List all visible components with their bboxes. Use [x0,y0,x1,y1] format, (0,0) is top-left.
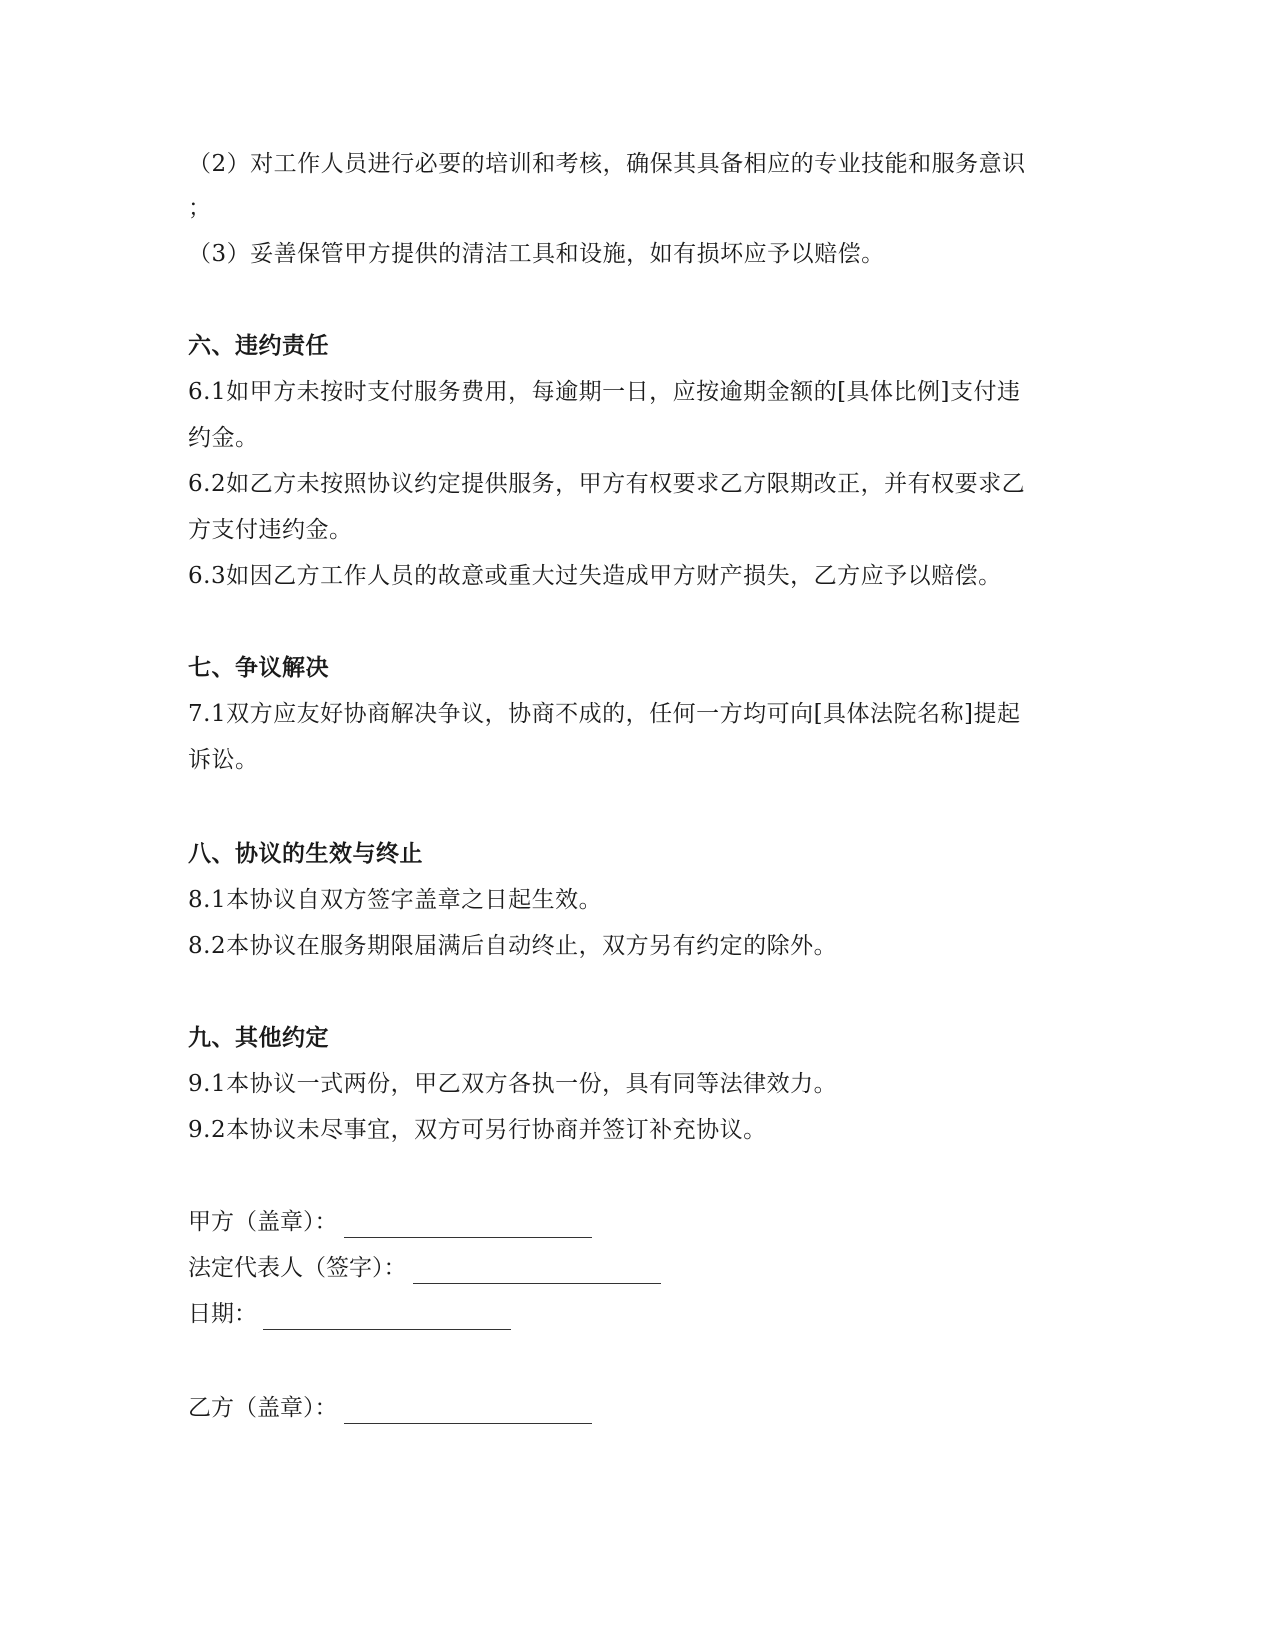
clause-9-2: 9.2本协议未尽事宜，双方可另行协商并签订补充协议。 [188,1117,767,1143]
clause-8-1: 8.1本协议自双方签字盖章之日起生效。 [188,887,603,913]
section-9-heading: 九、其他约定 [188,1025,329,1051]
clause-9-1: 9.1本协议一式两份，甲乙双方各执一份，具有同等法律效力。 [188,1071,838,1097]
legal-rep-label: 法定代表人（签字）： [188,1255,407,1281]
clause-8-2: 8.2本协议在服务期限届满后自动终止，双方另有约定的除外。 [188,933,838,959]
clause-6-2-line-1: 6.2如乙方未按照协议约定提供服务，甲方有权要求乙方限期改正，并有权要求乙 [188,471,1026,497]
party-a-seal-blank [344,1213,592,1238]
date-label: 日期： [188,1301,257,1327]
party-a-seal-row [188,1206,592,1238]
clause-5-item-2-line-1: （2）对工作人员进行必要的培训和考核，确保其具备相应的专业技能和服务意识 [188,151,1026,177]
clause-7-1-line-2: 诉讼。 [188,747,259,773]
clause-6-3: 6.3如因乙方工作人员的故意或重大过失造成甲方财产损失，乙方应予以赔偿。 [188,563,1002,589]
clause-5-item-2-line-2: ； [188,195,212,221]
party-a-seal-label: 甲方（盖章）： [188,1209,338,1235]
section-8-heading: 八、协议的生效与终止 [188,841,423,867]
date-row [188,1298,511,1330]
clause-6-1-line-1: 6.1如甲方未按时支付服务费用，每逾期一日，应按逾期金额的[具体比例]支付违 [188,379,1021,405]
clause-6-1-line-2: 约金。 [188,425,259,451]
clause-7-1-line-1: 7.1双方应友好协商解决争议，协商不成的，任何一方均可向[具体法院名称]提起 [188,701,1021,727]
section-7-heading: 七、争议解决 [188,655,329,681]
date-blank [263,1305,511,1330]
clause-6-2-line-2: 方支付违约金。 [188,517,353,543]
section-6-heading: 六、违约责任 [188,333,329,359]
legal-rep-row [188,1252,661,1284]
clause-5-item-3: （3）妥善保管甲方提供的清洁工具和设施，如有损坏应予以赔偿。 [188,241,885,267]
party-b-seal-row [188,1392,592,1424]
legal-rep-blank [413,1259,661,1284]
party-b-seal-blank [344,1399,592,1424]
party-b-seal-label: 乙方（盖章）： [188,1395,338,1421]
